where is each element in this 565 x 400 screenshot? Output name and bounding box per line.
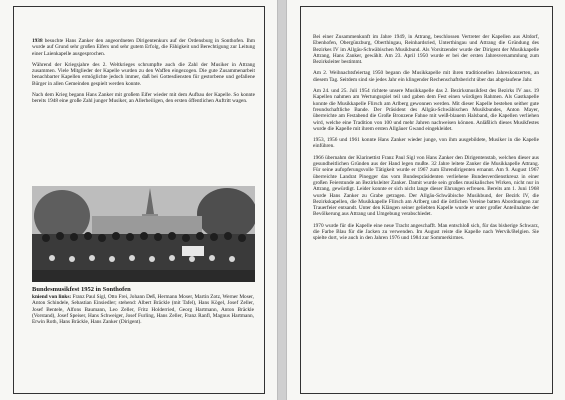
page-gutter — [278, 0, 286, 400]
band-photo — [32, 186, 255, 282]
paragraph-1938: 1938 besuchte Hans Zanker den angeordneten Dirigentenkurs auf der Ordensburg in Sonthofen. Ihm wurde auf Grund sehr großen Eifers und sehr gutem Erfolg, die Fähigkeit und Berechtigung zur Leitung einer Laienkapelle ausgesprochen. — [32, 38, 255, 57]
paragraph-1966: 1966 übernahm der Klarinettist Franz Paul Sigl von Hans Zanker den Dirigentenstab, welchen dieser aus gesundheitlichen Gründen aus der Hand legen mußte. 32 Jahre leitete Zanker die Musikkapelle Attrang. Für seine aufopferungsvolle Tätigkeit wurde er 1967 zum Ehrendirigenten ernannt. Am 9. August 1967 überreichte Landrat Pinegger das vom Bundespräsidenten verliehene Bundesverdienstkreuz in einer großen Feierstunde an Bezirksleiter Zanker. Damit wurde sein großes musikalisches Wirken, nicht nur in Attrang, gewürdigt. Leider konnte er sich nicht lange dieser Ehrungen erfreuen. Bereits am 1. Juni 1968 wurde Hans Zanker zu Grabe getragen. Der Allgäu-Schwäbische Musikbund, der Bezirk IV, die Bezirkskapellen, die Musikkapelle Flirsch am Arlberg und die örtlichen Vereine batten Abordnungen zur Trauerfeier entsandt. Unter den Klängen seiner geliebten Kapelle wurde er unter großer Anteilnahme der Bevölkerung aus Attrang und Umgebung verabschiedet. — [313, 154, 539, 218]
paragraph-1949: Bei einer Zusammenkunft im Jahre 1949, in Attrang, beschlossen Vertreter der Kapellen aus Altdorf, Ebenhofen, Obergünzburg, Oberthingau, Reinhardsried, Unterthingau und Attrang die Gründung des Bezirkes IV im Allgäu-Schwäbischen Musikbund. Als Vorsitzender wurde der Dirigent der Musikkapelle Attrang, Hans Zanker, gewählt. Am 23. April 1950 wurde er bei der ersten Jahresversammlung zum Bezirksleiter bestimmt. — [313, 34, 539, 66]
band-photo-image — [32, 186, 255, 282]
paragraph-nach-dem-krieg: Nach dem Krieg begann Hans Zanker mit großem Eifer wieder mit dem Aufbau der Kapelle. So konnte bereits 1948 eine große Zahl junger Musiker, an Allerheiligen, den ersten öffentlichen Auftritt wagen. — [32, 92, 255, 105]
paragraph-kriegsjahre: Während der Kriegsjahre des 2. Weltkrieges schrumpfte auch die Zahl der Musiker in Attrang zusammen. Viele Mitglieder der Kapelle wurden zu den Waffen eingezogen. Die gute Zusammenarbeit benachbarter Kapellen ermöglichte jedoch immer, daß bei Gottesdiensten für gestorbene und gefallene Bürger in allen Gemeinden gespielt werden konnte. — [32, 61, 255, 87]
left-page — [0, 0, 278, 400]
caption-subheading: kniend von links: — [32, 294, 72, 300]
paragraph-1950: Am 2. Weihnachtsfeiertag 1950 begann die Musikkapelle mit ihren traditionellen Jahreskonzerten, an diesem Tag. Seitdem sind sie jedes Jahr ein klingender Rechenschaftsbericht über das abgelaufene Jahr. — [313, 70, 539, 83]
right-page — [286, 0, 565, 400]
right-page-text — [313, 34, 539, 390]
paragraph-1954: Am 24. und 25. Juli 1954 richtete unsere Musikkapelle das 2. Bezirksmusikfest des Bezirks IV aus. 19 Kapellen nahmen am Wertungsspiel teil und gaben dem Fest einen würdigen Rahmen. Als Gastkapelle konnte die Musikkapelle Flirsch am Arlberg gewonnen werden. Mit dieser Kapelle bestehen seither gute freundschaftliche Bande. Der Präsident des Allgäu-Schwäbischen Musikbundes, Anton Mayer, überreichte am Festabend die Große Bronzene Fahne mit weiß-blauem Halsband, die Kapellen verliehen wird, welche eine Tradition von 100 und mehr Jahren nachweisen können. Anläßlich dieses Musikfestes wurde die Kapelle mit ihrem ersten Allgäuer Gwand eingekleidet. — [313, 88, 539, 132]
paragraph-1970: 1970 wurde für die Kapelle eine neue Tracht angeschafft. Man entschloß sich, für das bisherige Schwarz, die Farbe Blau für die Jacken zu verwenden. Im August reiste die Kapelle nach Wervik/Belgien. Sie spielte dort, wie auch in den Jahren 1976 und 1984 zur Sommerkirmes. — [313, 222, 539, 242]
paragraph-1953-1956-1961: 1953, 1956 und 1961 konnte Hans Zanker wieder junge, von ihm ausgebildete, Musiker in die Kapelle einführen. — [313, 137, 539, 150]
caption-names: Franz Paul Sigl, Otto Frei, Johann Deß, Hermann Moser, Martin Zotz, Werner Moser, Anton Schindele, Sebastian Einsiedler; stehend: Albert Bräckle (mit Tafel), Hans Kögel, Josef Zeller, Josef Bentele, Alfons Baumann, Leo Zeller, Fritz Holderried, Georg Hartmann, Anton Bräckle (Vorstand), Josef Speiser, Hans Schweiger, Josef Furling, Hans Zeller, Franz Ranfl, Magnus Hartmann, Erwin Roth, Hans Bräckle, Hans Zanker (Dirigent). — [32, 294, 254, 326]
caption-title: Bundesmusikfest 1952 in Sonthofen — [32, 286, 131, 293]
photo-caption — [32, 286, 254, 325]
